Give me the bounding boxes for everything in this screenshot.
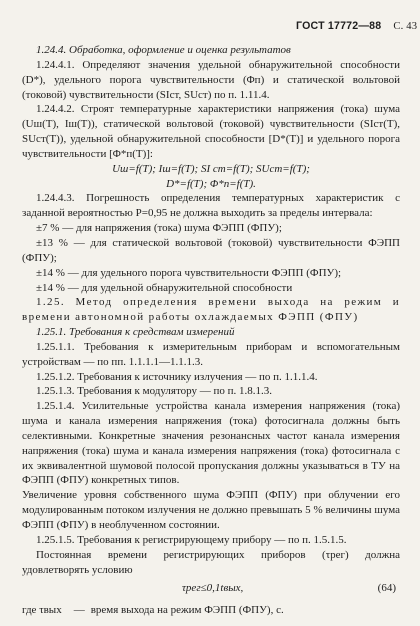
where-lead: где τвых [22,604,62,617]
paragraph: 1.25.1.1. Требования к измерительным приборам и вспомогательным устройствам — по пп. 1.1.1.1—1.1.1.3. [22,340,400,368]
paragraph: 1.25.1.4. Усилительные устройства канала измерения напряжения (тока) шума и канала измерения напряжения (тока) фотосигнала должны быть селективными. Конкретные значения резонансных частот канала измерения напряжения (тока) шума и канала измерения напряжения (тока) фотосигнала с их эквивалентной шумовой полосой пропускания должны указываться в ТУ на ФЭПП (ФПУ) конкретных типов. [22,400,400,487]
document-body [22,43,400,618]
paragraph: ±14 % — для удельного порога чувствительности ФЭПП (ФПУ); [36,266,342,279]
formula-line: D*=f(T); Φ*п=f(T). [166,177,256,190]
paragraph: 1.25.1.3. Требования к модулятору — по п. 1.8.1.3. [36,385,272,398]
paragraph: ±13 % — для статической вольтовой (токовой) чувствительности ФЭПП (ФПУ); [22,236,400,264]
paragraph: 1.24.4.2. Строят температурные характеристики напряжения (тока) шума (Uш(T), Iш(T)), статической вольтовой (токовой) чувствительности (SIст(T), SUст(T)), удельной обнаружительной способности [D*(T)] и удельного порога чувствительности [Φ*п(T)]: [22,103,400,160]
standard-number: ГОСТ 17772—88 [296,20,382,32]
paragraph: Увеличение уровня собственного шума ФЭПП (ФПУ) при облучении его модулированным потоком излучения не должно превышать 5 % величины шума ФЭПП (ФПУ) в необлученном состоянии. [22,489,400,531]
paragraph: 1.25.1.5. Требования к регистрирующему прибору — по п. 1.5.1.5. [36,533,347,546]
paragraph: ±14 % — для удельной обнаружительной способности [36,281,293,294]
page-header [296,20,416,32]
paragraph: 1.24.4. Обработка, оформление и оценка результатов [36,44,291,56]
page-number: С. 43 [393,21,418,32]
paragraph: 1.24.4.1. Определяют значения удельной обнаружительной способности (D*), удельного порога чувствительности (Φп) и статической вольтовой (токовой) чувствительности (SIст, SUст) по п. 1.11.4. [22,58,400,101]
paragraph: 1.25. Метод определения времени выхода на режим и времени автономной работы охлаждаемых ФЭПП (ФПУ) [22,296,400,324]
paragraph: 1.24.4.3. Погрешность определения температурных характеристик с заданной вероятностью P=0,95 не должна выходить за пределы интервала: [22,192,400,220]
equation-number: (64) [377,582,396,595]
where-clause [22,603,400,618]
where-dash: — [73,604,85,617]
where-text: время выхода на режим ФЭПП (ФПУ), с. [90,604,284,617]
paragraph: Постоянная времени регистрирующих приборов (τрег) должна удовлетворять условию [22,548,400,576]
paragraph: 1.25.1.2. Требования к источнику излучения — по п. 1.1.1.4. [36,370,318,383]
equation: τрег≤0,1tвых, [182,582,244,595]
paragraph-list [22,43,400,577]
paragraph: 1.25.1. Требования к средствам измерений [36,326,235,339]
paragraph: ±7 % — для напряжения (тока) шума ФЭПП (ФПУ); [36,222,282,235]
equation-row [22,581,400,597]
formula-line: Uш=f(T); Iш=f(T); SI ст=f(T); SUст=f(T); [112,162,310,175]
